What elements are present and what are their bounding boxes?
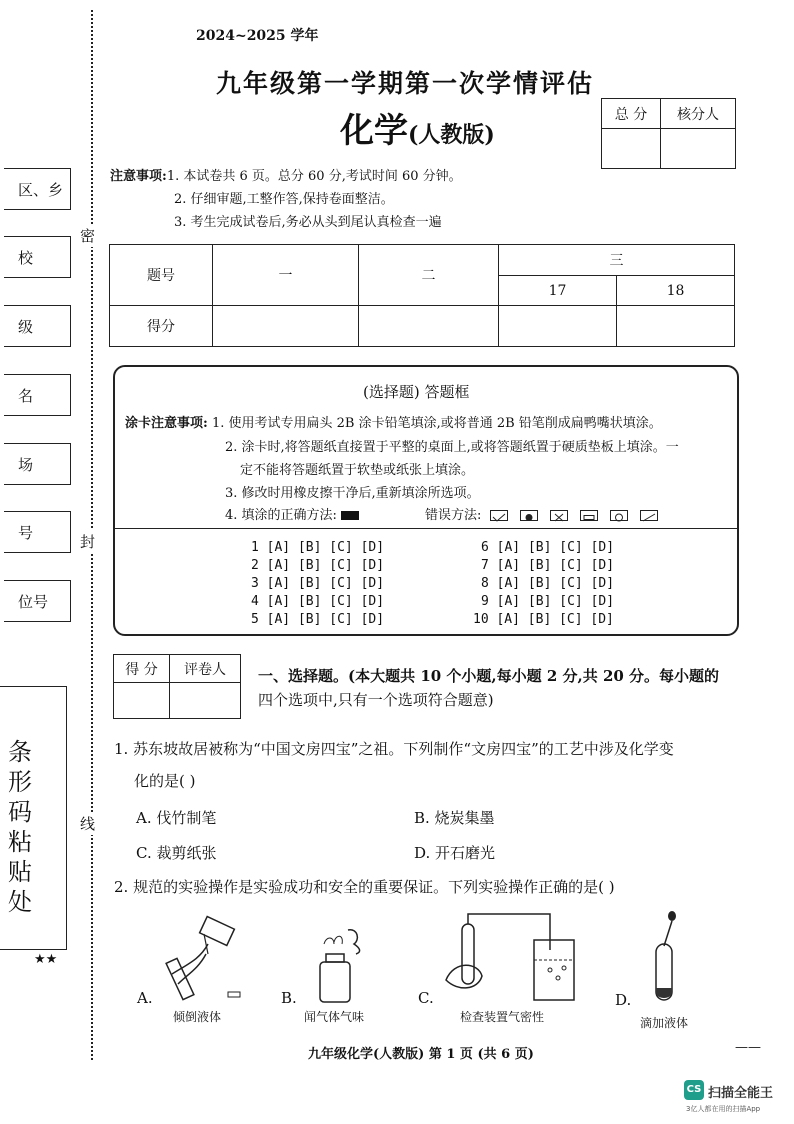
left-field-school: 校 [4,236,71,278]
seal-char-feng: 封 [80,530,95,553]
total-score-label: 总 分 [602,99,661,129]
answer-row-3[interactable]: 3 [A] [B] [C] [D] [251,576,385,591]
score-table-col-1: 一 [213,245,359,306]
section1-score-label: 得 分 [114,655,170,683]
wrong-circle-icon [610,510,628,521]
answer-row-5[interactable]: 5 [A] [B] [C] [D] [251,612,385,627]
pour-liquid-illustration [158,914,253,1006]
score-cell-2[interactable] [359,306,499,347]
section1-score-cell[interactable] [114,683,170,719]
drop-liquid-illustration [646,910,686,1010]
q1-option-a[interactable]: A. 伐竹制笔 [136,809,217,827]
answer-row-6[interactable]: 6 [A] [B] [C] [D] [481,540,615,555]
barcode-area [0,686,67,950]
q1-option-d[interactable]: D. 开石磨光 [414,844,496,862]
answer-row-4[interactable]: 4 [A] [B] [C] [D] [251,594,385,609]
answer-row-2[interactable]: 2 [A] [B] [C] [D] [251,558,385,573]
checker-label: 核分人 [661,99,736,129]
answer-row-9[interactable]: 9 [A] [B] [C] [D] [481,594,615,609]
answer-row-10[interactable]: 10 [A] [B] [C] [D] [473,612,614,627]
subject-edition: (人教版) [408,122,495,148]
answer-box-title: (选择题) 答题框 [363,383,470,401]
q2-letter-b[interactable]: B. [281,989,297,1007]
q1-line-2: 化的是( ) [134,772,196,790]
notice-line-3: 3. 考生完成试卷后,务必从头到尾认真检查一遍 [174,215,442,230]
seal-char-mi: 密 [80,224,95,247]
section1-heading-2: 四个选项中,只有一个选项符合题意) [258,691,494,709]
watermark-sub: 3亿人都在用的扫描App [686,1105,761,1113]
answer-note-1: 涂卡注意事项: 1. 使用考试专用扁头 2B 涂卡铅笔填涂,或将普通 2B 铅笔削成扁鸭嘴状填涂。 [125,416,662,431]
left-field-seat: 位号 [4,580,71,622]
q2-line-1: 2. 规范的实验操作是实验成功和安全的重要保证。下列实验操作正确的是( ) [114,878,615,896]
left-field-class: 级 [4,305,71,347]
score-table-row-label: 题号 [110,245,213,306]
checker-cell[interactable] [661,129,736,169]
seal-char-xian: 线 [80,812,95,835]
q2-letter-d[interactable]: D. [615,991,632,1009]
q2-letter-a[interactable]: A. [137,989,153,1007]
footer-dash: —— [735,1040,761,1055]
score-cell-17[interactable] [499,306,617,347]
score-table-col-3: 三 [499,245,735,276]
section1-grader-cell[interactable] [169,683,240,719]
notice-label: 注意事项: [110,169,167,184]
wrong-check-icon [490,510,508,521]
answer-note-4: 4. 填涂的正确方法: [225,504,359,523]
notice-line-2: 2. 仔细审题,工整作答,保持卷面整洁。 [174,192,394,207]
airtightness-illustration [438,910,588,1006]
score-table-sub-18: 18 [617,276,735,306]
notice-line-1: 注意事项:1. 本试卷共 6 页。总分 60 分,考试时间 60 分钟。 [110,169,462,184]
wrong-slash-icon [640,510,658,521]
score-cell-1[interactable] [213,306,359,347]
answer-note-2: 2. 涂卡时,将答题纸直接置于平整的桌面上,或将答题纸置于硬质垫板上填涂。一 [225,440,679,455]
answer-row-7[interactable]: 7 [A] [B] [C] [D] [481,558,615,573]
wrong-partial-icon [580,510,598,521]
score-table [109,244,735,347]
answer-note-3: 3. 修改时用橡皮擦干净后,重新填涂所选项。 [225,486,480,501]
left-field-exam-room: 场 [4,443,71,485]
page-footer: 九年级化学(人教版) 第 1 页 (共 6 页) [308,1047,534,1062]
q2-caption-d: 滴加液体 [640,1016,689,1030]
stars: ★★ [34,952,58,967]
camscanner-logo-icon: CS [684,1080,704,1100]
wrong-methods: 错误方法: [425,504,662,523]
exam-title: 九年级第一学期第一次学情评估 [216,69,595,98]
q2-caption-a: 倾倒液体 [173,1010,222,1024]
score-cell-18[interactable] [617,306,735,347]
left-field-number: 号 [4,511,71,553]
q2-caption-c: 检查装置气密性 [460,1010,545,1024]
answer-divider [115,528,737,529]
smell-gas-illustration [308,922,378,1006]
q2-caption-b: 闻气体气味 [304,1010,365,1024]
wrong-dot-icon [520,510,538,521]
score-table-sub-17: 17 [499,276,617,306]
correct-fill-icon [341,511,359,520]
watermark-name: 扫描全能王 [708,1086,774,1101]
q1-line-1: 1. 苏东坡故居被称为“中国文房四宝”之祖。下列制作“文房四宝”的工艺中涉及化学变 [114,740,674,758]
total-score-cell[interactable] [602,129,661,169]
answer-note-2b: 定不能将答题纸置于软垫或纸张上填涂。 [240,463,475,478]
q2-letter-c[interactable]: C. [418,989,434,1007]
total-score-box [601,98,736,169]
section1-grader-label: 评卷人 [169,655,240,683]
score-table-score-label: 得分 [110,306,213,347]
answer-box [113,365,739,636]
q1-option-b[interactable]: B. 烧炭集墨 [414,809,495,827]
barcode-label: 条形码粘贴处 [8,738,32,916]
wrong-cross-icon [550,510,568,521]
q1-option-c[interactable]: C. 裁剪纸张 [136,844,217,862]
section1-grader-box [113,654,241,719]
subject-title [340,103,495,152]
score-table-col-2: 二 [359,245,499,306]
section1-heading-1: 一、选择题。(本大题共 10 个小题,每小题 2 分,共 20 分。每小题的 [258,667,720,685]
answer-note-label: 涂卡注意事项: [125,416,208,431]
answer-row-1[interactable]: 1 [A] [B] [C] [D] [251,540,385,555]
left-field-district: 区、乡 [4,168,71,210]
left-field-name: 名 [4,374,71,416]
subject-name: 化学 [340,111,408,151]
school-year: 2024~2025 学年 [196,28,319,44]
answer-row-8[interactable]: 8 [A] [B] [C] [D] [481,576,615,591]
